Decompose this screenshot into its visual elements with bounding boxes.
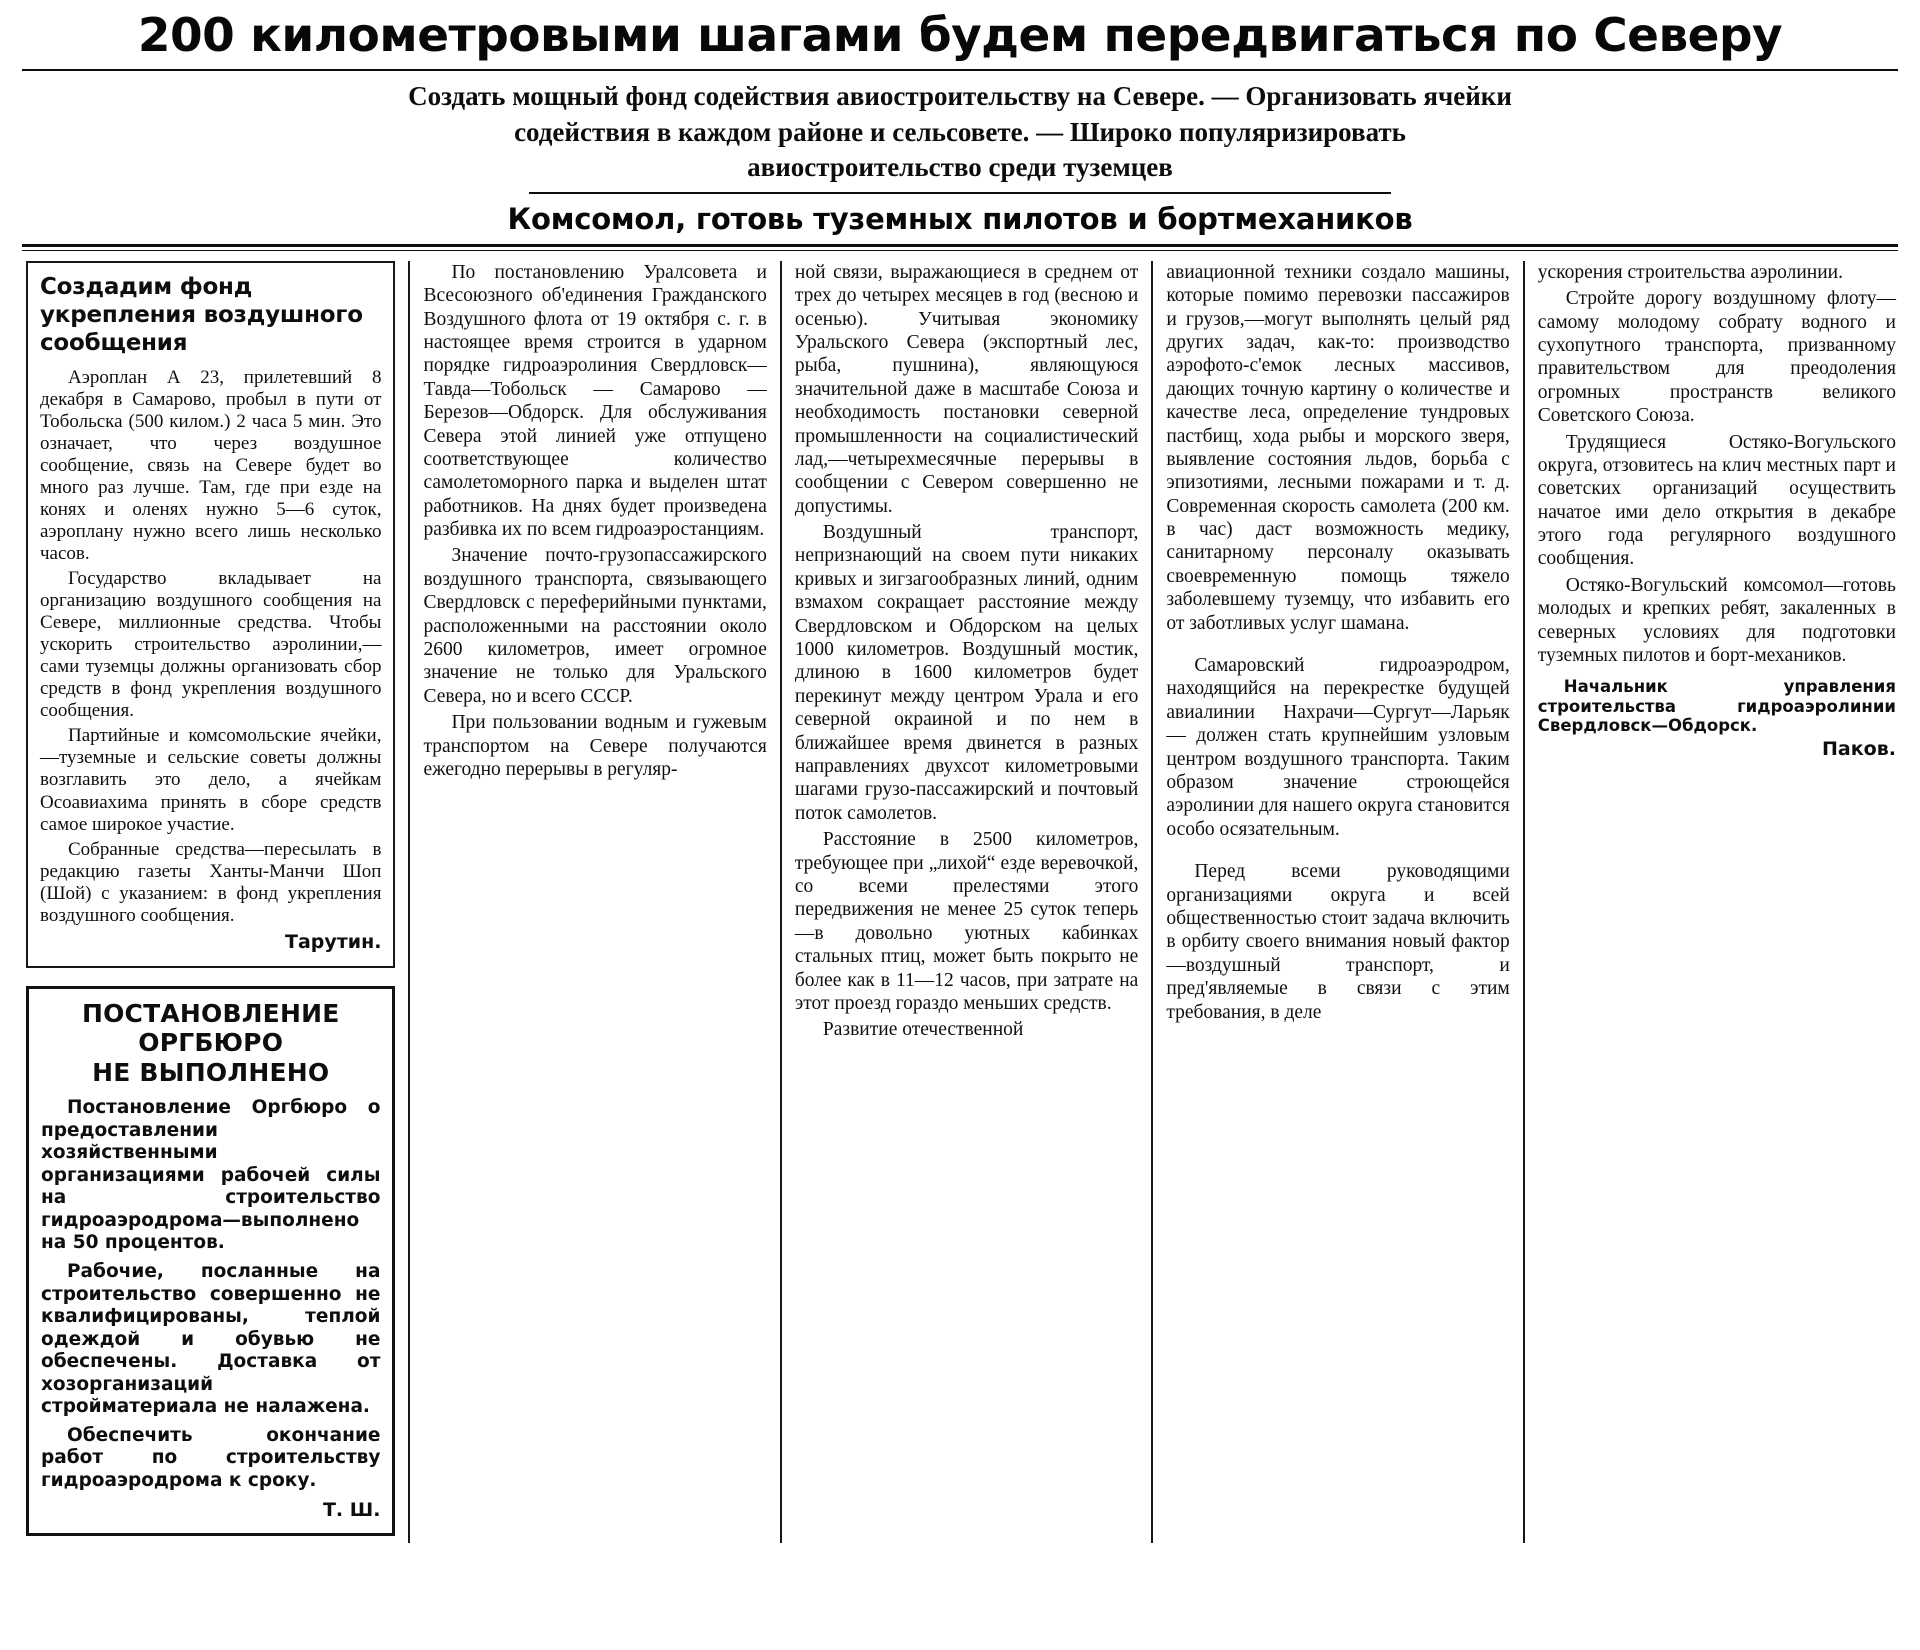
page-headline: 200 километровыми шагами будем передвигаться по Северу	[137, 8, 1783, 62]
article-columns	[22, 261, 1898, 1543]
sidebar-paragraph: Партийные и комсомольские ячейки,—туземные и сельские советы должны возглавить это дело, а ячейкам Осоавиахима принять в сборе средств самое широкое участие.	[40, 725, 382, 835]
resolution-title-line-2: НЕ ВЫПОЛНЕНО	[92, 1057, 330, 1087]
body-paragraph: авиационной техники создало машины, которые помимо перевозки пассажиров и грузов,—могут выполнять целый ряд других задач, как-то: производство аэрофото-с'емок лесных массивов, дающих точную картину о количестве и качестве леса, определение тундровых пастбищ, хода рыбы и морского зверя, выявление состояния льдов, борьба с эпизотиями, лесными пожарами и т. д. Современная скорость самолета (200 км. в час) даст возможность медику, санитарному персоналу оказывать своевременную помощь тяжело заболевшему туземцу, что избавить его от заботливых услуг шамана.	[1166, 261, 1510, 634]
body-paragraph: Расстояние в 2500 километров, требующее при „лихой“ езде веревочкой, со всеми прелестями этого передвижения не менее 25 суток теперь—в довольно уютных кабинках стальных птиц, может быть покрыто не более как в 11—12 часов, при затрате на этот проезд гораздо меньших средств.	[794, 829, 1139, 1014]
resolution-title-line-1: ПОСТАНОВЛЕНИЕ ОРГБЮРО	[81, 998, 340, 1057]
resolution-title	[41, 999, 380, 1088]
body-paragraph: Стройте дорогу воздушному флоту—самому молодому собрату водного и сухопутного транспорта, призванному правительством для преодоления огромных пространств великого Советского Союза.	[1537, 288, 1896, 427]
sidebar-paragraph: Аэроплан А 23, прилетевший 8 декабря в Самарово, пробыл в пути от Тобольска (500 килом.) 2 часа 5 мин. Это означает, что через воздушное сообщение, связь на Севере будет во много раз лучше. Там, где при езде на конях и оленях нужно 5—6 суток, аэроплану нужно всего лишь несколько часов.	[40, 366, 382, 565]
kicker-block	[22, 192, 1898, 236]
subheadline-line-2: содействия в каждом районе и сельсовете. — Широко популяризировать	[514, 116, 1406, 147]
sidebar-story-box	[26, 261, 395, 968]
column-spacer	[1166, 638, 1509, 654]
body-paragraph: Трудящиеся Остяко-Вогульского округа, отзовитесь на клич местных парт и советских организаций осуществить начатое ими дело открытия в декабре этого года регулярного воздушного сообщения.	[1537, 431, 1896, 570]
column-3	[780, 261, 1151, 1543]
masthead-bottom-divider	[22, 244, 1898, 251]
sidebar-story-signature: Тарутин.	[285, 930, 382, 953]
body-paragraph: Значение почто-грузопассажирского воздушного транспорта, связывающего Свердловск с переферийными пунктами, расположенными на расстоянии около 2600 километров, имеет огромное значение не только для Уральского Севера, но и всего СССР.	[423, 545, 767, 707]
body-paragraph: Остяко-Вогульский комсомол—готовь молодых и крепких ребят, закаленных в северных условиях для подготовки туземных пилотов и борт-механиков.	[1537, 574, 1896, 667]
author-name: Паков.	[1822, 737, 1896, 760]
resolution-paragraph: Рабочие, посланные на строительство совершенно не квалифицированы, теплой одеждой и обувью не обеспечены. Доставка от хозорганизаций стройматериала не налажена.	[41, 1260, 381, 1418]
column-5	[1523, 261, 1898, 1543]
headline-divider	[22, 69, 1898, 71]
subheadline-line-3: авиостроительство среди туземцев	[747, 152, 1173, 183]
kicker-divider	[529, 192, 1392, 194]
resolution-box	[26, 986, 395, 1537]
sidebar-story-title: Создадим фонд укрепления воздушного сообщения	[40, 273, 363, 356]
kicker-text: Комсомол, готовь туземных пилотов и бортмехаников	[507, 201, 1413, 236]
body-paragraph: ной связи, выражающиеся в среднем от трех до четырех месяцев в год (весною и осенью). Учитывая экономику Уральского Севера (экспортный лес, рыба, пушнина), являющуюся значительной даже в масштабе Союза и необходимость постановки северной промышленности на социалистический лад,—четырехмесячные перерывы в сообщении с Севером совершенно не допустимы.	[794, 261, 1139, 517]
resolution-signature: Т. Ш.	[322, 1498, 381, 1521]
column-2	[408, 261, 779, 1543]
resolution-paragraph: Постановление Оргбюро о предоставлении хозяйственными организациями рабочей силы на строительство гидроаэродрома—выполнено на 50 процентов.	[41, 1097, 381, 1254]
column-spacer	[1166, 844, 1509, 860]
sidebar-paragraph: Собранные средства—пересылать в редакцию газеты Ханты-Манчи Шоп (Шой) с указанием: в фонд укрепления воздушного сообщения.	[40, 838, 382, 926]
subheadline	[58, 79, 1862, 186]
body-paragraph: Развитие отечественной	[822, 1019, 1024, 1041]
body-paragraph: ускорения строительства аэролинии.	[1537, 261, 1843, 283]
column-4	[1151, 261, 1522, 1543]
body-paragraph: Воздушный транспорт, непризнающий на своем пути никаких кривых и зигзагообразных линий, одним взмахом сокращает расстояние между Свердловском и Обдорском на целых 1000 километров. Воздушный мостик, длиною в 1600 километров будет перекинут между центром Урала и его северной окраиной и по нем в ближайшее время двинется в разных направлениях двухсот километровыми шагами грузо-пассажирский и почтовый поток самолетов.	[794, 522, 1139, 824]
body-paragraph: Самаровский гидроаэродром, находящийся на перекрестке будущей авиалинии Нахрачи—Сургут—Ларьяк — должен стать крупнейшим узловым центром воздушного транспорта. Таким образом значение строющейся аэролинии для нашего округа становится особо осязательным.	[1166, 655, 1510, 840]
author-credit: Начальник управления строительства гидроаэролинии Свердловск—Обдорск.	[1537, 677, 1896, 736]
body-paragraph: Перед всеми руководящими организациями округа и всей общественностью стоит задача включить в орбиту своего внимания новый фактор—воздушный транспорт, и пред'являемые в связи с этим требования, в деле	[1166, 861, 1510, 1023]
sidebar-paragraph: Государство вкладывает на организацию воздушного сообщения на Севере, миллионные средства. Чтобы ускорить строительство аэролинии,—сами туземцы должны организовать сбор средств в фонд укрепления воздушного сообщения.	[40, 568, 382, 722]
body-paragraph: По постановлению Уралсовета и Всесоюзного об'единения Гражданского Воздушного флота от 19 октября с. г. в настоящее время строится в ударном порядке гидроаэролиния Свердловск—Тавда—Тобольск — Самарово — Березов—Обдорск. Для обслуживания Севера этой линией уже отпущено соответствующее количество самолетоморного парка и выделен штат работников. На днях будет произведена разбивка их по всем гидроаэростанциям.	[423, 261, 767, 541]
column-1	[22, 261, 408, 1543]
body-paragraph: При пользовании водным и гужевым транспортом на Севере получаются ежегодно перерывы в регуляр-	[423, 712, 767, 780]
resolution-paragraph: Обеспечить окончание работ по строительству гидроаэродрома к сроку.	[41, 1424, 381, 1491]
subheadline-line-1: Создать мощный фонд содействия авиостроительству на Севере. — Организовать ячейки	[408, 80, 1512, 111]
